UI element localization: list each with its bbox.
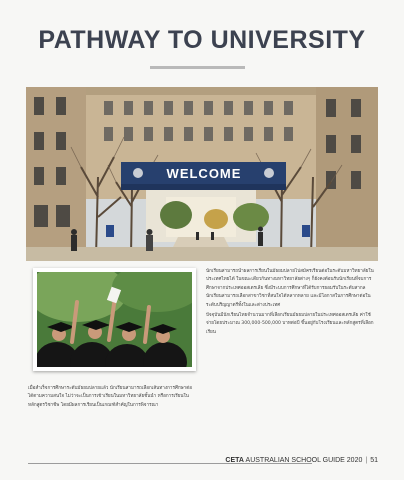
article-paragraph: ปัจจุบันมีนักเรียนไทยจำนวนมากที่เลือกเรียนมัธยมปลายในประเทศออสเตรเลีย ค่าใช้จ่ายโดยประมาณ 300,000-500,000 บาทต่อปี ขึ้นอยู่กับโรงเรียนและหลักสูตรที่เลือกเรียน <box>206 313 374 335</box>
footer-separator: | <box>365 457 368 464</box>
article-paragraph: เมื่อสำเร็จการศึกษาระดับมัธยมปลายแล้ว นักเรียนสามารถเลือกเส้นทางการศึกษาต่อได้ตามความสนใจ ไม่ว่าจะเป็นการเข้าเรียนในมหาวิทยาลัยชั้นนำ หรือการเรียนในหลักสูตรวิชาชีพ โดยมีผลการเรียนเป็นเกณฑ์สำคัญในการพิจารณา <box>28 386 193 408</box>
graduation-photo <box>33 268 196 371</box>
title-divider <box>150 66 245 69</box>
footer-brand: CETA <box>225 457 244 464</box>
page-title: PATHWAY TO UNIVERSITY <box>38 26 366 54</box>
article-paragraph: นักเรียนสามารถนำผลการเรียนในมัธยมปลายไปสมัครเรียนต่อในระดับมหาวิทยาลัยในประเทศไทยได้ ในขณะเดียวกันทางมหาวิทยาลัยต่างๆ ก็ยังคงต้อนรับนักเรียนที่จบการศึกษาจากประเทศออสเตรเลีย ซึ่งมีระบบการศึกษาที่ได้รับการยอมรับในระดับสากล นักเรียนสามารถเลือกสาขาวิชาที่สนใจได้หลากหลาย และมีโอกาสในการศึกษาต่อในระดับปริญญาตรีทั้งในและต่างประเทศ <box>206 269 374 308</box>
welcome-banner-text: WELCOME <box>166 166 242 181</box>
page-number: 51 <box>370 457 378 464</box>
article-left-column <box>28 385 194 442</box>
page-footer <box>225 457 378 464</box>
footer-guide-title: AUSTRALIAN SCHOOL GUIDE 2020 <box>245 457 363 464</box>
article-right-column <box>206 268 378 442</box>
campus-photo <box>26 87 378 261</box>
